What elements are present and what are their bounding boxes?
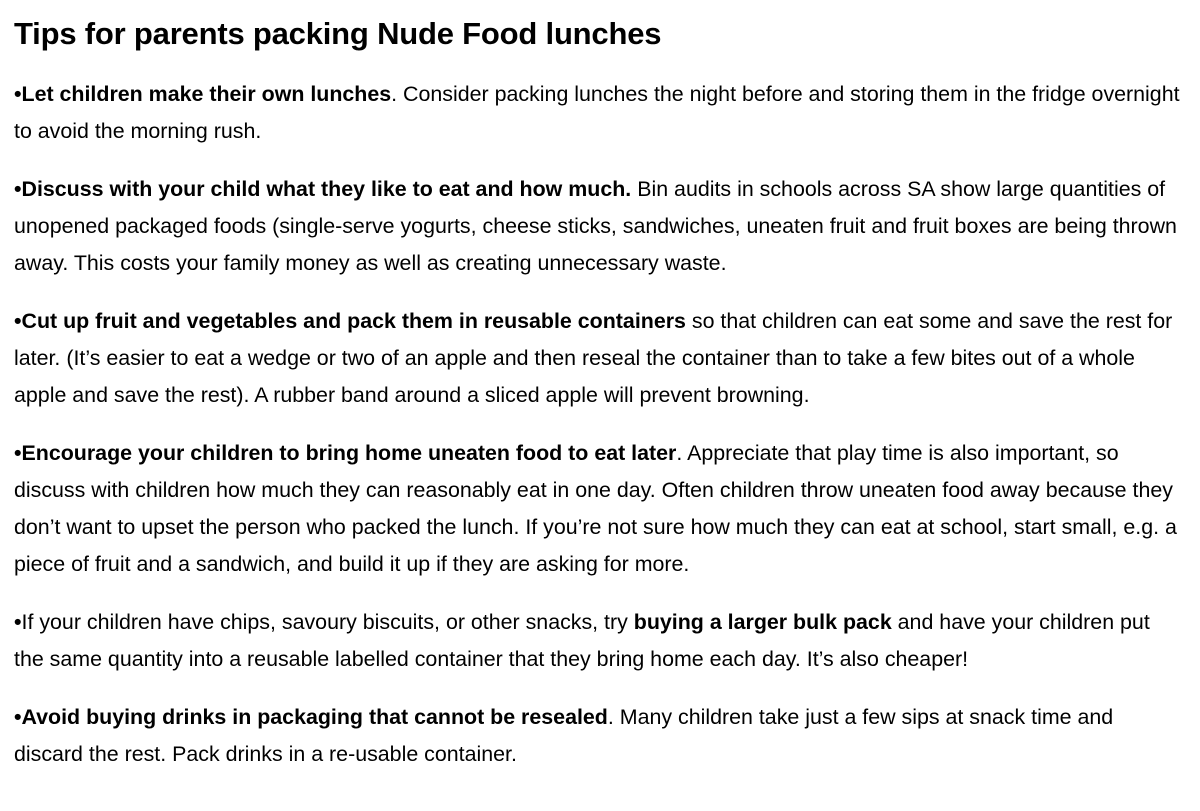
tip-3 [14,303,1180,414]
tip-1 [14,76,1180,150]
tip-6 [14,699,1180,773]
bullet-icon: • [14,705,22,729]
bullet-icon: • [14,441,22,465]
tip-body-text: . Appreciate that play time is also important, so discuss with children how much they can reasonably eat in one day. Often children throw uneaten food away because they don’t want to upset the person who packed the lunch. If you’re not sure how much they can eat at school, start small, e.g. a piece of fruit and a sandwich, and build it up if they are asking for more. [14,441,1177,576]
tip-2 [14,171,1180,282]
bullet-icon: • [14,309,22,333]
tip-lead: If your children have chips, savoury biscuits, or other snacks, try [21,610,634,634]
tip-bold-text: Encourage your children to bring home uneaten food to eat later [21,441,677,465]
tip-body-text: Bin audits in schools across SA show large quantities of unopened packaged foods (single-serve yogurts, cheese sticks, sandwiches, uneaten fruit and fruit boxes are being thrown away. This costs your family money as well as creating unnecessary waste. [14,177,1177,275]
tip-body-text: . Consider packing lunches the night before and storing them in the fridge overnight to avoid the morning rush. [14,82,1180,143]
tip-bold-text: Let children make their own lunches [21,82,392,106]
tip-body-text: . Many children take just a few sips at snack time and discard the rest. Pack drinks in a re-usable container. [14,705,1114,766]
tip-bold-text: buying a larger bulk pack [633,610,892,634]
tip-5 [14,604,1180,678]
tip-bold-text: Discuss with your child what they like to eat and how much. [21,177,632,201]
tip-4 [14,435,1180,583]
bullet-icon: • [14,177,22,201]
tip-bold-text: Avoid buying drinks in packaging that cannot be resealed [21,705,608,729]
tip-bold-text: Cut up fruit and vegetables and pack them in reusable containers [21,309,686,333]
page-title: Tips for parents packing Nude Food lunches [14,16,662,51]
tip-body-text: so that children can eat some and save the rest for later. (It’s easier to eat a wedge or two of an apple and then reseal the container than to take a few bites out of a whole apple and save the rest). A rubber band around a sliced apple will prevent browning. [14,309,1173,407]
tip-body-text: and have your children put the same quantity into a reusable labelled container that they bring home each day. It’s also cheaper! [14,610,1150,671]
bullet-icon: • [14,610,22,634]
bullet-icon: • [14,82,22,106]
